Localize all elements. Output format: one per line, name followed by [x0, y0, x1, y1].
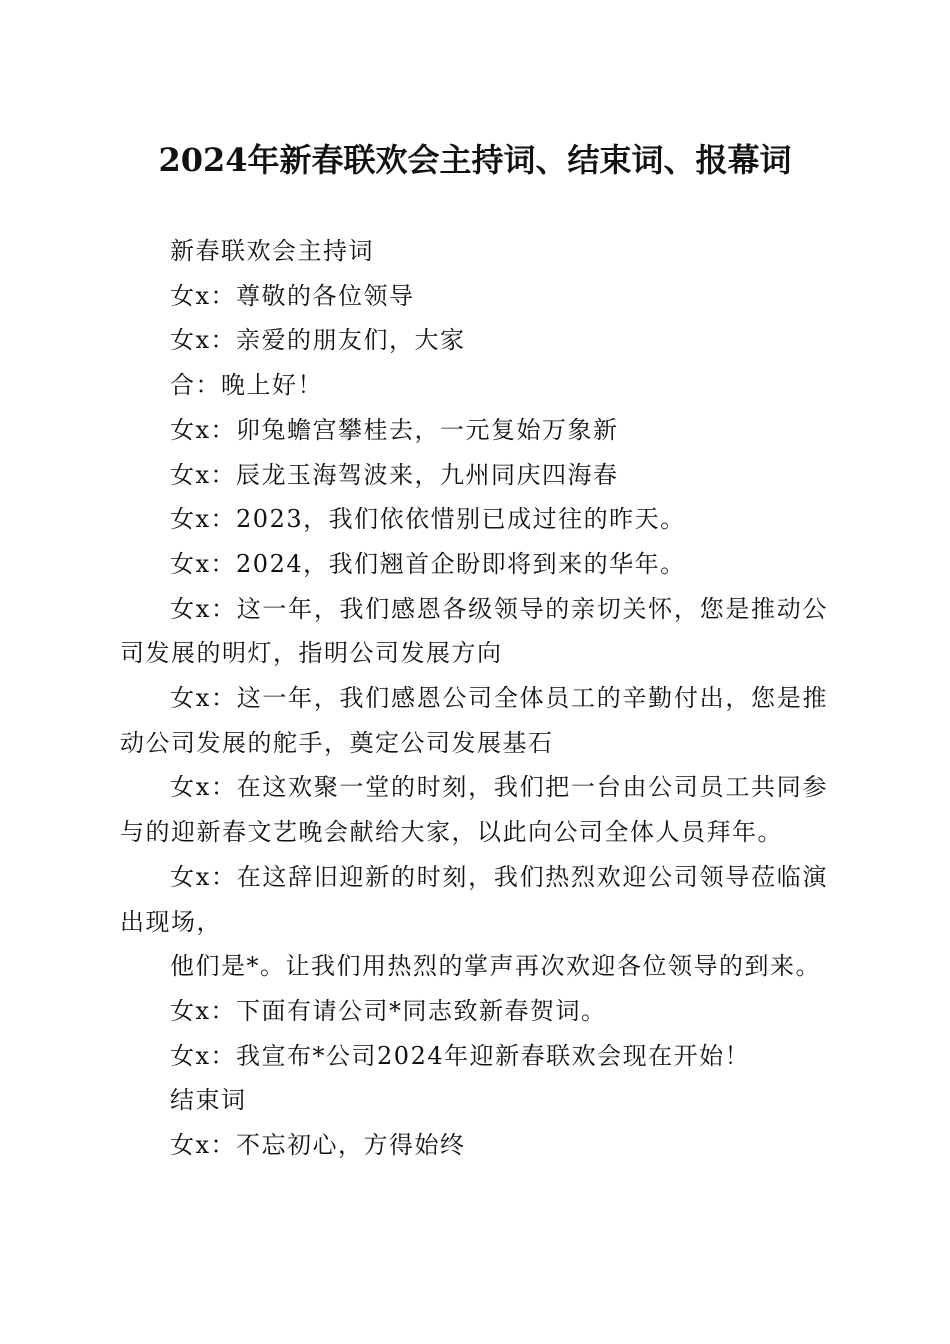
- section-heading-closing: 结束词: [170, 1086, 247, 1115]
- paragraph: 合：晚上好！: [170, 371, 323, 400]
- paragraph: 女x：尊敬的各位领导: [170, 281, 415, 310]
- paragraph: 女x：在这辞旧迎新的时刻，我们热烈欢迎公司领导莅临演出现场，: [120, 862, 828, 936]
- paragraph: 女x：2024，我们翘首企盼即将到来的华年。: [170, 549, 686, 578]
- document-body: [120, 229, 828, 1168]
- paragraph: 女x：亲爱的朋友们，大家: [170, 326, 466, 355]
- document-title: 2024年新春联欢会主持词、结束词、报幕词: [158, 141, 792, 179]
- paragraph: 女x：在这欢聚一堂的时刻，我们把一台由公司员工共同参与的迎新春文艺晚会献给大家，以此向公司全体人员拜年。: [120, 773, 828, 847]
- paragraph: 女x：不忘初心，方得始终: [170, 1131, 466, 1160]
- paragraph: 女x：我宣布*公司2024年迎新春联欢会现在开始！: [170, 1041, 751, 1070]
- paragraph: 女x：辰龙玉海驾波来，九州同庆四海春: [170, 460, 619, 489]
- paragraph: 女x：这一年，我们感恩各级领导的亲切关怀，您是推动公司发展的明灯，指明公司发展方向: [120, 594, 828, 668]
- paragraph: 女x：这一年，我们感恩公司全体员工的辛勤付出，您是推动公司发展的舵手，奠定公司发展基石: [120, 684, 828, 757]
- paragraph: 女x：下面有请公司*同志致新春贺词。: [170, 996, 607, 1025]
- paragraph: 他们是*。让我们用热烈的掌声再次欢迎各位领导的到来。: [170, 952, 821, 981]
- paragraph: 女x：2023，我们依依惜别已成过往的昨天。: [170, 505, 686, 534]
- section-heading-host-script: 新春联欢会主持词: [170, 237, 374, 265]
- paragraph: 女x：卯兔蟾宫攀桂去，一元复始万象新: [170, 415, 619, 444]
